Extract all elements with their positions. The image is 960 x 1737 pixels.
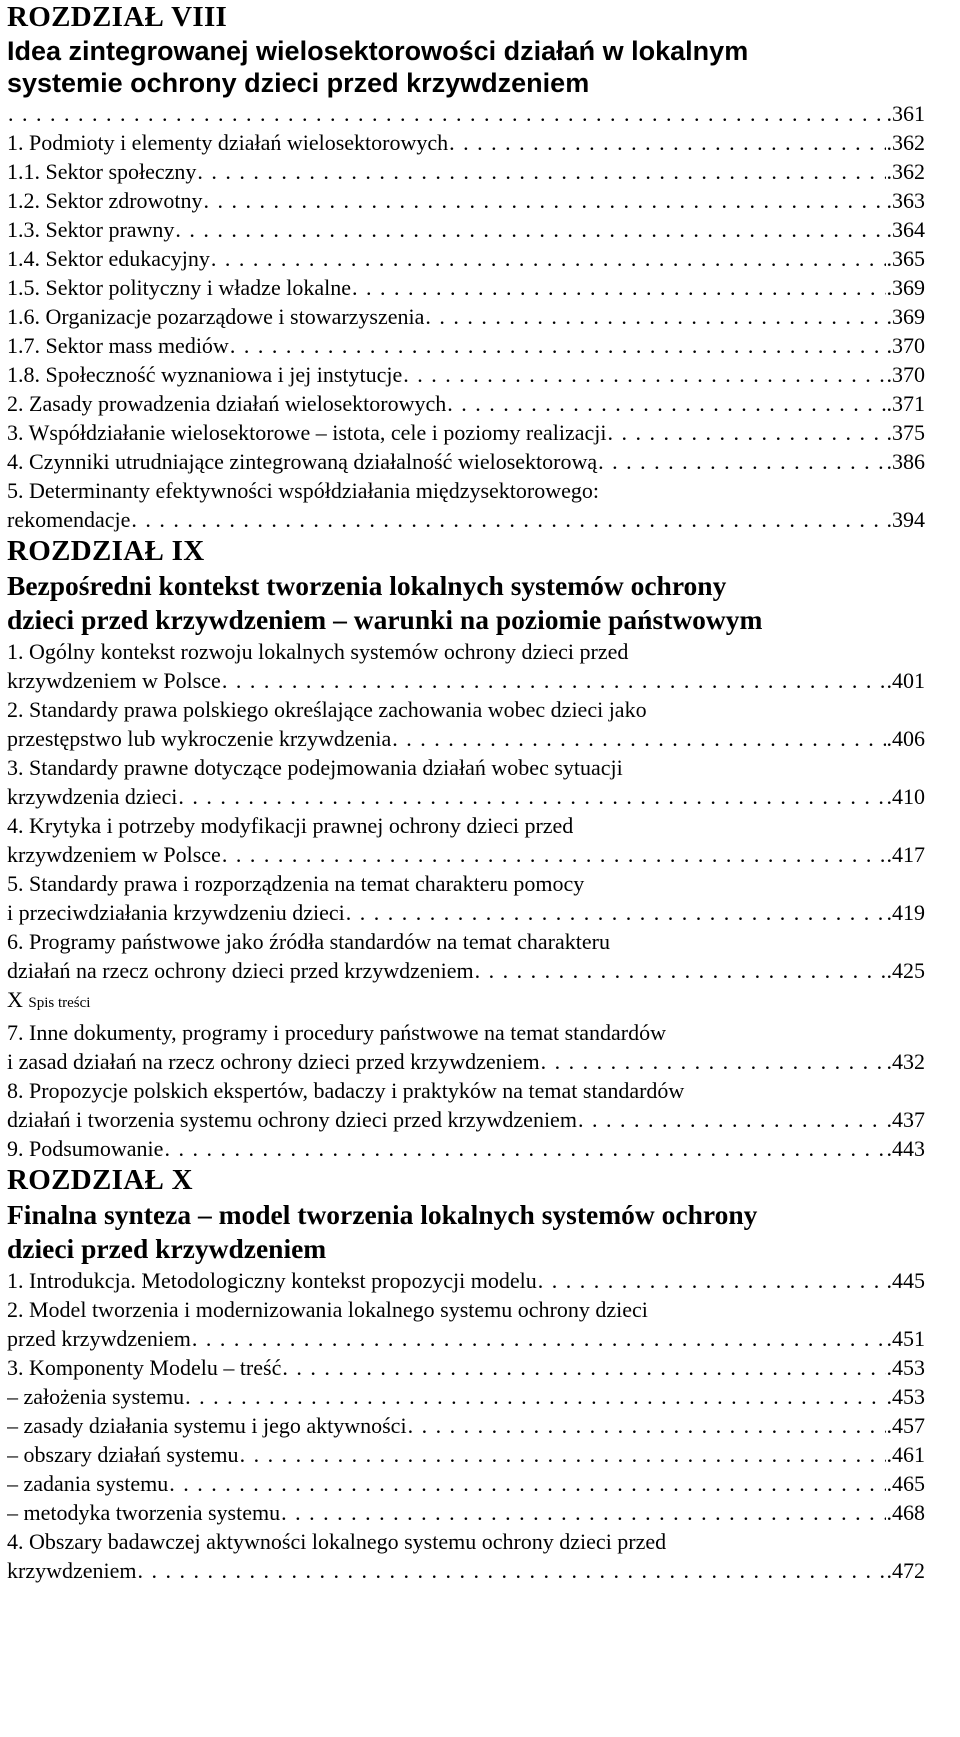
- chapter-title-line: Finalna synteza – model tworzenia lokalnych systemów ochrony: [7, 1199, 758, 1230]
- page-number: .365: [886, 246, 925, 271]
- toc-entry-title: 1. Introdukcja. Metodologiczny kontekst propozycji modelu: [7, 1268, 537, 1293]
- chapter-x: [7, 1163, 960, 1585]
- dot-leader: [185, 1382, 885, 1411]
- page-number: .443: [886, 1136, 925, 1161]
- toc-entry-title: rekomendacje: [7, 507, 131, 532]
- toc-entry[interactable]: [7, 186, 925, 215]
- chapter-label: ROZDZIAŁ IX: [7, 535, 205, 567]
- dot-leader: [449, 128, 885, 157]
- toc-entry-first-line[interactable]: 1. Ogólny kontekst rozwoju lokalnych systemów ochrony dzieci przed: [7, 639, 629, 664]
- toc-entry-title: krzywdzeniem w Polsce: [7, 668, 221, 693]
- dot-leader: [578, 1105, 886, 1134]
- chapter-title-line: systemie ochrony dzieci przed krzywdzeniem: [7, 68, 590, 98]
- toc-entry[interactable]: [7, 1266, 925, 1295]
- toc-entry-title: działań na rzecz ochrony dzieci przed krzywdzeniem: [7, 958, 474, 983]
- chapter-title-line: Bezpośredni kontekst tworzenia lokalnych systemów ochrony: [7, 570, 727, 601]
- entry-list: [7, 1018, 960, 1163]
- dot-leader: [608, 418, 886, 447]
- dot-leader: [598, 447, 885, 476]
- toc-entry[interactable]: [7, 666, 925, 695]
- page-number: .451: [886, 1326, 925, 1351]
- toc-entry[interactable]: [7, 215, 925, 244]
- page-number: .361: [886, 101, 925, 126]
- dot-leader: [211, 244, 886, 273]
- toc-entry[interactable]: [7, 1556, 925, 1585]
- entry-list: [7, 1266, 960, 1585]
- page-number: .432: [886, 1049, 925, 1074]
- toc-entry[interactable]: [7, 244, 925, 273]
- page-roman-numeral: X: [7, 987, 23, 1012]
- toc-entry[interactable]: [7, 1324, 925, 1353]
- toc-entry[interactable]: [7, 724, 925, 753]
- dot-leader: [164, 1134, 885, 1163]
- toc-entry[interactable]: [7, 1047, 925, 1076]
- page-number: .369: [886, 275, 925, 300]
- toc-entry-title: 1.1. Sektor społeczny: [7, 159, 197, 184]
- toc-entry[interactable]: [7, 1469, 925, 1498]
- dot-leader: [282, 1353, 885, 1382]
- page-number: .437: [886, 1107, 925, 1132]
- toc-entry-title: 1.6. Organizacje pozarządowe i stowarzyszenia: [7, 304, 425, 329]
- toc-entry-title: przed krzywdzeniem: [7, 1326, 191, 1351]
- dot-leader: [230, 331, 886, 360]
- dot-leader: [538, 1266, 886, 1295]
- toc-entry-title: – metodyka tworzenia systemu: [7, 1500, 281, 1525]
- toc-entry-title: 1.5. Sektor polityczny i władze lokalne: [7, 275, 351, 300]
- dot-leader: [204, 186, 886, 215]
- chapter-ix: [7, 534, 960, 1163]
- toc-entry[interactable]: [7, 1134, 925, 1163]
- toc-entry-first-line[interactable]: 4. Krytyka i potrzeby modyfikacji prawnej ochrony dzieci przed: [7, 813, 574, 838]
- running-head-title: Spis treści: [28, 995, 91, 1011]
- dot-leader: [408, 1411, 886, 1440]
- page-number: .363: [886, 188, 925, 213]
- running-head: [7, 985, 960, 1018]
- toc-entry-first-line[interactable]: 2. Standardy prawa polskiego określające zachowania wobec dzieci jako: [7, 697, 647, 722]
- dot-leader: [175, 215, 885, 244]
- page-number: .386: [886, 449, 925, 474]
- dot-leader: [352, 273, 886, 302]
- toc-entry-title: 1.2. Sektor zdrowotny: [7, 188, 203, 213]
- toc-entry[interactable]: [7, 1382, 925, 1411]
- toc-entry-first-line[interactable]: 7. Inne dokumenty, programy i procedury państwowe na temat standardów: [7, 1020, 667, 1045]
- toc-entry[interactable]: [7, 389, 925, 418]
- page-number: .375: [886, 420, 925, 445]
- toc-entry-first-line[interactable]: 5. Standardy prawa i rozporządzenia na temat charakteru pomocy: [7, 871, 585, 896]
- toc-entry-first-line[interactable]: 5. Determinanty efektywności współdziałania międzysektorowego:: [7, 478, 599, 503]
- dot-leader: [346, 898, 886, 927]
- toc-entry-title: i przeciwdziałania krzywdzeniu dzieci: [7, 900, 345, 925]
- dot-leader: [541, 1047, 886, 1076]
- page-number: .371: [886, 391, 925, 416]
- dot-leader: [8, 99, 886, 128]
- chapter-title-line: Idea zintegrowanej wielosektorowości działań w lokalnym: [7, 36, 749, 66]
- toc-entry-title: 1.4. Sektor edukacyjny: [7, 246, 210, 271]
- dot-leader: [192, 1324, 886, 1353]
- toc-entry[interactable]: [7, 418, 925, 447]
- toc-entry-title: 1.8. Społeczność wyznaniowa i jej instytucje: [7, 362, 403, 387]
- page-number: .419: [886, 900, 925, 925]
- toc-entry-first-line[interactable]: 2. Model tworzenia i modernizowania lokalnego systemu ochrony dzieci: [7, 1297, 648, 1322]
- dot-leader: [447, 389, 885, 418]
- dot-leader: [169, 1469, 885, 1498]
- page-number: .364: [886, 217, 925, 242]
- toc-entry[interactable]: [7, 1105, 925, 1134]
- toc-entry[interactable]: [7, 840, 925, 869]
- dot-leader: [403, 360, 885, 389]
- page-number: .468: [886, 1500, 925, 1525]
- page-number: .465: [886, 1471, 925, 1496]
- chapter-label: ROZDZIAŁ VIII: [7, 1, 228, 33]
- page-number: .370: [886, 333, 925, 358]
- page-number: .362: [886, 130, 925, 155]
- dot-leader: [425, 302, 885, 331]
- dot-leader: [392, 724, 885, 753]
- dot-leader: [197, 157, 885, 186]
- page-number: .417: [886, 842, 925, 867]
- dot-leader: [222, 666, 886, 695]
- chapter-label: ROZDZIAŁ X: [7, 1164, 193, 1196]
- dot-leader: [240, 1440, 886, 1469]
- toc-entry-title: działań i tworzenia systemu ochrony dzieci przed krzywdzeniem: [7, 1107, 577, 1132]
- page-number: .406: [886, 726, 925, 751]
- chapter-title-line: dzieci przed krzywdzeniem: [7, 1233, 327, 1264]
- page-number: .425: [886, 958, 925, 983]
- page-number: .461: [886, 1442, 925, 1467]
- toc-entry-title: – zadania systemu: [7, 1471, 169, 1496]
- page-number: .445: [886, 1268, 925, 1293]
- dot-leader: [281, 1498, 885, 1527]
- dot-leader: [131, 505, 885, 534]
- dot-leader: [138, 1556, 886, 1585]
- toc-entry-first-line[interactable]: 8. Propozycje polskich ekspertów, badaczy i praktyków na temat standardów: [7, 1078, 685, 1103]
- toc-entry[interactable]: [7, 157, 925, 186]
- entry-list: [7, 128, 960, 534]
- page-number: .453: [886, 1355, 925, 1380]
- toc-entry[interactable]: [7, 1353, 925, 1382]
- toc-entry-first-line[interactable]: 3. Standardy prawne dotyczące podejmowania działań wobec sytuacji: [7, 755, 623, 780]
- toc-entry-title: 2. Zasady prowadzenia działań wielosektorowych: [7, 391, 447, 416]
- page-number: .370: [886, 362, 925, 387]
- chapter-title-line: dzieci przed krzywdzeniem – warunki na poziomie państwowym: [7, 604, 763, 635]
- page-number: .410: [886, 784, 925, 809]
- toc-entry-first-line[interactable]: 4. Obszary badawczej aktywności lokalnego systemu ochrony dzieci przed: [7, 1529, 667, 1554]
- toc-entry-title: krzywdzenia dzieci: [7, 784, 178, 809]
- toc-entry-title: 9. Podsumowanie: [7, 1136, 164, 1161]
- page-number: .401: [886, 668, 925, 693]
- page-number: .457: [886, 1413, 925, 1438]
- toc-entry[interactable]: [7, 360, 925, 389]
- toc-entry-title: 4. Czynniki utrudniające zintegrowaną działalność wielosektorową: [7, 449, 598, 474]
- toc-entry-title: 1. Podmioty i elementy działań wielosektorowych: [7, 130, 449, 155]
- toc-entry-title: krzywdzeniem w Polsce: [7, 842, 221, 867]
- page-number: .394: [886, 507, 925, 532]
- toc-entry-title: 1.3. Sektor prawny: [7, 217, 175, 242]
- toc-entry[interactable]: [7, 956, 925, 985]
- toc-entry[interactable]: [7, 447, 925, 476]
- toc-entry[interactable]: [7, 1411, 925, 1440]
- toc-entry[interactable]: [7, 128, 925, 157]
- chapter-viii: [7, 0, 960, 534]
- toc-entry[interactable]: [7, 302, 925, 331]
- page-number: .472: [886, 1558, 925, 1583]
- dot-leader: [178, 782, 885, 811]
- page-number: .453: [886, 1384, 925, 1409]
- toc-entry-title: i zasad działań na rzecz ochrony dzieci przed krzywdzeniem: [7, 1049, 540, 1074]
- toc-entry-title: krzywdzeniem: [7, 1558, 137, 1583]
- toc-entry[interactable]: [7, 331, 925, 360]
- toc-entry-title: 1.7. Sektor mass mediów: [7, 333, 229, 358]
- entry-list: [7, 637, 960, 985]
- dot-leader: [222, 840, 886, 869]
- toc-entry-title: – założenia systemu: [7, 1384, 185, 1409]
- page-number: .369: [886, 304, 925, 329]
- toc-entry-title: 3. Komponenty Modelu – treść: [7, 1355, 282, 1380]
- toc-entry-first-line[interactable]: 6. Programy państwowe jako źródła standardów na temat charakteru: [7, 929, 610, 954]
- toc-entry-title: – zasady działania systemu i jego aktywności: [7, 1413, 407, 1438]
- toc-entry-title: 3. Współdziałanie wielosektorowe – istota, cele i poziomy realizacji: [7, 420, 607, 445]
- toc-entry[interactable]: [7, 1498, 925, 1527]
- chapter-title-page-row[interactable]: [7, 99, 925, 128]
- toc-entry[interactable]: [7, 505, 925, 534]
- page-number: .362: [886, 159, 925, 184]
- toc-entry-title: przestępstwo lub wykroczenie krzywdzenia: [7, 726, 392, 751]
- dot-leader: [475, 956, 886, 985]
- toc-entry[interactable]: [7, 898, 925, 927]
- toc-entry-title: – obszary działań systemu: [7, 1442, 239, 1467]
- toc-entry[interactable]: [7, 273, 925, 302]
- toc-entry[interactable]: [7, 1440, 925, 1469]
- toc-entry[interactable]: [7, 782, 925, 811]
